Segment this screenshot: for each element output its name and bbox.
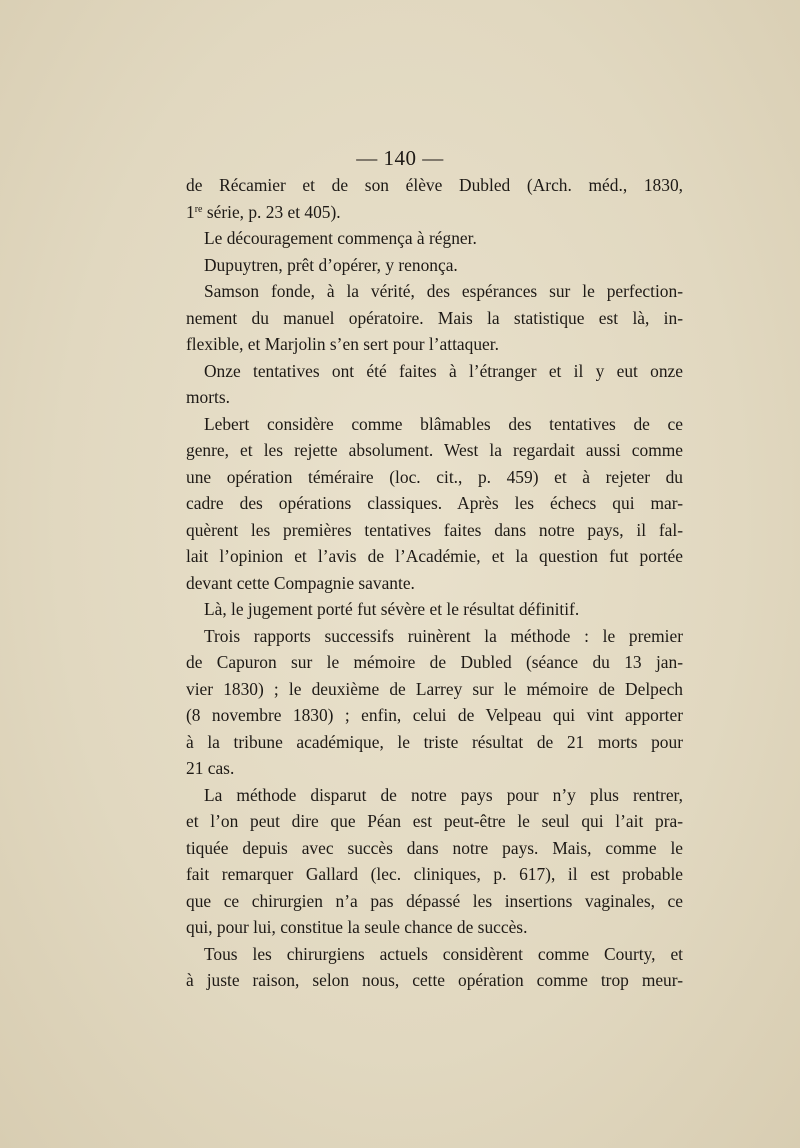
text-line: morts. [186,387,230,407]
text-line: à la tribune académique, le triste résultat de 21 morts pour [186,731,683,752]
text-line: Le découragement commença à régner. [204,228,477,248]
text-line: La méthode disparut de notre pays pour n’y plus rentrer, [204,784,683,805]
text-line: qui, pour lui, constitue la seule chance de succès. [186,917,528,937]
text-line: tiquée depuis avec succès dans notre pays. Mais, comme le [186,837,683,858]
line-segment: 1 [186,201,195,222]
text-line: et l’on peut dire que Péan est peut-être le seul qui l’ait pra- [186,811,683,831]
text-line: de Récamier et de son élève Dubled (Arch. méd., 1830, [186,175,683,195]
text-line: Dupuytren, prêt d’opérer, y renonça. [204,254,458,275]
text-line: fait remarquer Gallard (lec. cliniques, p. 617), il est probable [186,864,683,884]
text-line: genre, et les rejette absolument. West la regardait aussi comme [186,440,683,460]
body-text [186,172,683,994]
text-line: une opération téméraire (loc. cit., p. 459) et à rejeter du [186,466,683,487]
line-segment: série, p. 23 et 405). [202,201,341,222]
text-line: de Capuron sur le mémoire de Dubled (séance du 13 jan- [186,652,683,672]
superscript: re [194,203,203,215]
text-line: cadre des opérations classiques. Après les échecs qui mar- [186,493,683,513]
text-line: Tous les chirurgiens actuels considèrent comme Courty, et [204,943,683,964]
text-line [186,199,683,226]
text-line: vier 1830) ; le deuxième de Larrey sur le mémoire de Delpech [186,678,683,699]
text-line: lait l’opinion et l’avis de l’Académie, et la question fut portée [186,546,683,566]
text-line: Lebert considère comme blâmables des tentatives de ce [204,413,683,434]
text-line: Samson fonde, à la vérité, des espérances sur le perfection- [204,281,683,301]
text-line: Là, le jugement porté fut sévère et le résultat définitif. [204,599,580,619]
text-line: nement du manuel opératoire. Mais la statistique est là, in- [186,307,683,328]
page-number: — 140 — [356,146,444,170]
text-line: que ce chirurgien n’a pas dépassé les insertions vaginales, ce [186,890,683,911]
text-line: quèrent les premières tentatives faites dans notre pays, il fal- [186,519,683,540]
text-line: Trois rapports successifs ruinèrent la méthode : le premier [204,625,683,646]
text-line: (8 novembre 1830) ; enfin, celui de Velpeau qui vint apporter [186,705,683,725]
text-line: Onze tentatives ont été faites à l’étranger et il y eut onze [204,360,683,381]
text-line: 21 cas. [186,758,235,778]
text-line: à juste raison, selon nous, cette opération comme trop meur- [186,970,683,990]
text-line: flexible, et Marjolin s’en sert pour l’attaquer. [186,334,499,354]
text-line: devant cette Compagnie savante. [186,572,415,593]
